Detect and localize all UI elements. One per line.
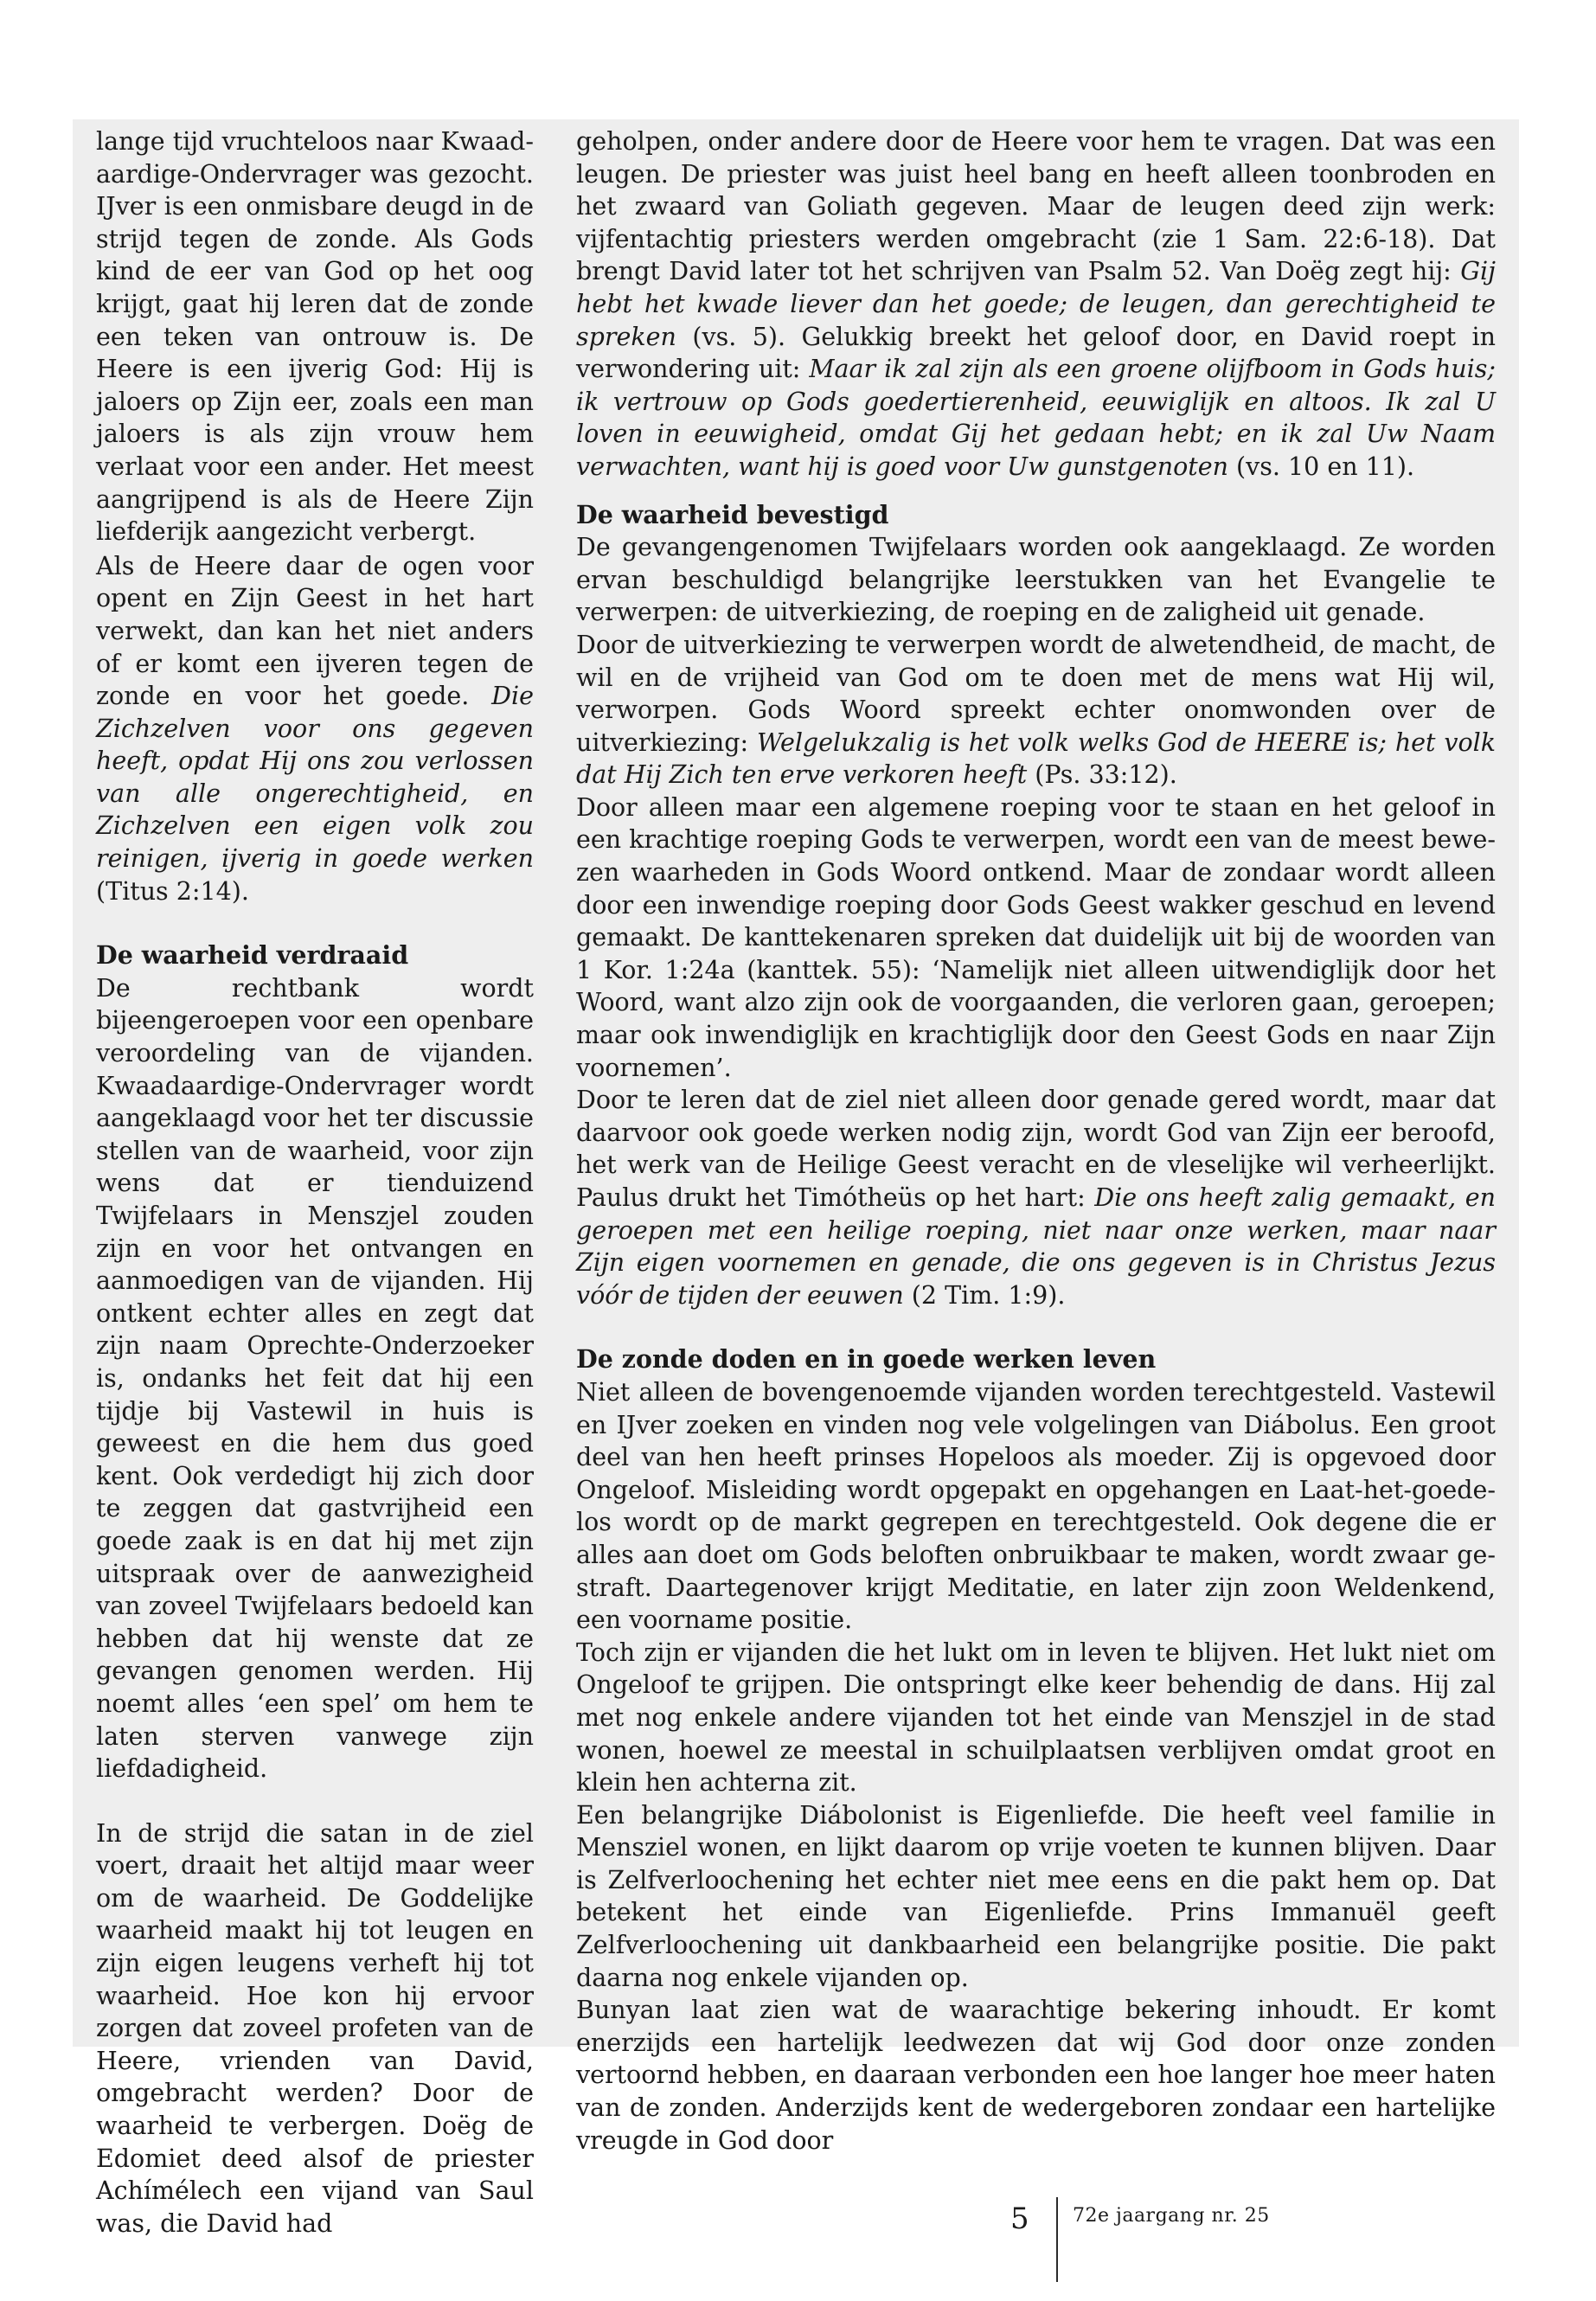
footer-divider (1056, 2197, 1058, 2282)
bible-reference: (2 Tim. 1:9). (903, 1280, 1066, 1310)
paragraph: lange tijd vruchteloos naar Kwaadaardige-Ondervrager was gezocht. IJver is een onmisbare deugd in de strijd tegen de zonde. Als Gods kind de eer van God op het oog krijgt, gaat hij leren dat de zonde een teken van ontrouw is. De Heere is een ijverig God: Hij is jaloers op Zijn eer, zoals een man jaloers is als zijn vrouw hem verlaat voor een ander. Het meest aangrijpend is als de Heere Zijn liefderijk aangezicht verbergt. (96, 127, 534, 547)
bible-quote: Die ons heeft zalig gemaakt, en geroepen met een heilige roeping, niet naar onze werken, maar naar Zijn eigen voornemen en genade, die ons gegeven is in Christus Jezus vóór de tijden der eeuwen (576, 1183, 1496, 1310)
bible-quote: Maar ik zal zijn als een groene olijfboom in Gods huis; ik vertrouw op Gods goedertierenheid, eeuwiglijk en altoos. Ik zal U loven in eeuwigheid, omdat Gij het gedaan hebt; en ik zal Uw Naam verwachten, want hij is goed voor Uw gunstgenoten (576, 355, 1496, 481)
paragraph (96, 550, 534, 908)
paragraph: Toch zijn er vijanden die het lukt om in leven te blijven. Het lukt niet om Ongeloof te grijpen. Die ontspringt elke keer behendig de dans. Hij zal met nog enkele andere vijanden tot het einde van Menszjel in de stad wonen, hoewel ze meestal in schuilplaatsen verblijven omdat groot en klein hen achterna zit. (576, 1638, 1496, 1798)
paragraph-text: Als de Heere daar de ogen voor opent en Zijn Geest in het hart verwekt, dan kan het niet anders of er komt een ijveren tegen de zonde en voor het goede. (96, 551, 534, 711)
paragraph: Door alleen maar een algemene roeping voor te staan en het geloof in een krachtige roeping Gods te verwerpen, wordt een van de meest bewezen waarheden in Gods Woord ontkend. Maar de zondaar wordt alleen door een inwendige roeping door Gods Geest wakker geschud en levend gemaakt. De kanttekenaren spreken dat duidelijk uit bij de woorden van 1 Kor. 1:24a (kanttek. 55): ‘Namelijk niet alleen uitwendiglijk door het Woord, want alzo zijn ook de voorgaanden, die verloren gaan, geroepen; maar ook inwendiglijk en krachtiglijk door den Geest Gods en naar Zijn voornemen’. (576, 792, 1496, 1082)
right-column (576, 125, 1496, 2157)
paragraph: De rechtbank wordt bijeengeroepen voor een openbare veroordeling van de vijanden. Kwaadaardige-Ondervrager wordt aangeklaagd voor het ter discussie stellen van de waarheid, voor zijn wens dat er tienduizend Twijfelaars in Menszjel zouden zijn en voor het ontvangen en aanmoedigen van de vijanden. Hij ontkent echter alles en zegt dat zijn naam Oprechte-Onderzoeker is, ondanks het feit dat hij een tijdje bij Vastewil in huis is geweest en die hem dus goed kent. Ook verdedigt hij zich door te zeggen dat gastvrijheid een goede zaak is en dat hij met zijn uitspraak over de aanwezigheid van zoveel Twijfelaars bedoeld kan hebben dat hij wenste dat ze gevangen genomen werden. Hij noemt alles ‘een spel’ om hem te laten sterven vanwege zijn liefdadigheid. (96, 973, 534, 1784)
page-number: 5 (1010, 2202, 1029, 2236)
paragraph (576, 125, 1496, 484)
paragraph (576, 629, 1496, 792)
section-heading: De waarheid verdraaid (96, 940, 409, 971)
bible-reference: (Ps. 33:12). (1027, 760, 1177, 790)
paragraph (576, 1084, 1496, 1311)
bible-quote: Die Zichzelven voor ons gegeven heeft, opdat Hij ons zou verlossen van alle ongerechtigheid, en Zichzelven een eigen volk zou reinigen, ijverig in goede werken (96, 682, 534, 874)
bible-reference: (vs. 10 en 11). (1227, 452, 1415, 481)
section-heading: De zonde doden en in goede werken leven (576, 1344, 1157, 1375)
paragraph: Niet alleen de bovengenoemde vijanden worden terechtgesteld. Vastewil en IJver zoeken en vinden nog vele volgelingen van Diábolus. Een groot deel van hen heeft prinses Hopeloos als moeder. Zij is opgevoed door Ongeloof. Misleiding wordt opgepakt en opgehangen en Laat-het-goede-los wordt op de markt gegrepen en terechtgesteld. Ook degene die er alles aan doet om Gods beloften onbruikbaar te maken, wordt zwaar gestraft. Daartegenover krijgt Meditatie, en later zijn zoon Weldenkend, een voorname positie. (576, 1377, 1496, 1635)
paragraph-text: (vs. 5). Gelukkig breekt het geloof door, en David roept in verwondering uit: (576, 322, 1496, 384)
bible-reference: (Titus 2:14). (96, 876, 249, 906)
paragraph-text: Door de uitverkiezing te verwerpen wordt de alwetendheid, de macht, de wil en de vrijheid van God om te doen met de mens wat Hij wil, verworpen. Gods Woord spreekt echter onomwonden over de uitverkiezing: (576, 630, 1496, 757)
paragraph: Een belangrijke Diábolonist is Eigenliefde. Die heeft veel familie in Mensziel wonen, en lijkt daarom op vrije voeten te kunnen blijven. Daar is Zelfverloochening het echter niet mee eens en die pakt hem op. Dat betekent het einde van Eigenliefde. Prins Immanuël geeft Zelfverloochening uit dankbaarheid een belangrijke positie. Die pakt daarna nog enkele vijanden op. (576, 1800, 1496, 1992)
paragraph-text: Door te leren dat de ziel niet alleen door genade gered wordt, maar dat daarvoor ook goede werken nodig zijn, wordt God van Zijn eer beroofd, het werk van de Heilige Geest veracht en de vleselijke wil verheerlijkt. Paulus drukt het Timótheüs op het hart: (576, 1086, 1496, 1212)
paragraph: In de strijd die satan in de ziel voert, draait het altijd maar weer om de waarheid. De Goddelijke waarheid maakt hij tot leugen en zijn eigen leugens verheft hij tot waarheid. Hoe kon hij ervoor zorgen dat zoveel profeten van de Heere, vrienden van David, omgebracht werden? Door de waarheid te verbergen. Doëg de Edomiet deed alsof de priester Achímélech een vijand van Saul was, die David had (96, 1818, 534, 2238)
bible-quote: Welgelukzalig is het volk welks God de HEERE is; het volk dat Hij Zich ten erve verkoren heeft (576, 727, 1497, 790)
paragraph: De gevangengenomen Twijfelaars worden ook aangeklaagd. Ze worden ervan beschuldigd belangrijke leerstukken van het Evangelie te verwerpen: de uitverkiezing, de roeping en de zaligheid uit genade. (576, 533, 1496, 627)
left-column (96, 125, 534, 2240)
paragraph: Bunyan laat zien wat de waarachtige bekering inhoudt. Er komt enerzijds een hartelijk leedwezen dat wij God door onze zonden vertoornd hebben, en daaraan verbonden een hoe langer hoe meer haten van de zonden. Anderzijds kent de wedergeboren zondaar een hartelijke vreugde in God door (576, 1996, 1496, 2155)
section-heading: De waarheid bevestigd (576, 499, 889, 529)
issue-label: 72e jaargang nr. 25 (1073, 2205, 1270, 2227)
paragraph-text: geholpen, onder andere door de Heere voor hem te vragen. Dat was een leugen. De priester was juist heel bang en heeft alleen toonbroden en het zwaard van Goliath gegeven. Maar de leugen deed zijn werk: vijfentachtig priesters werden omgebracht (zie 1 Sam. 22:6-18). Dat brengt David later tot het schrijven van Psalm 52. Van Doëg zegt hij: (576, 127, 1496, 286)
bible-quote: Gij hebt het kwade liever dan het goede; de leugen, dan gerechtigheid te spreken (576, 257, 1496, 351)
